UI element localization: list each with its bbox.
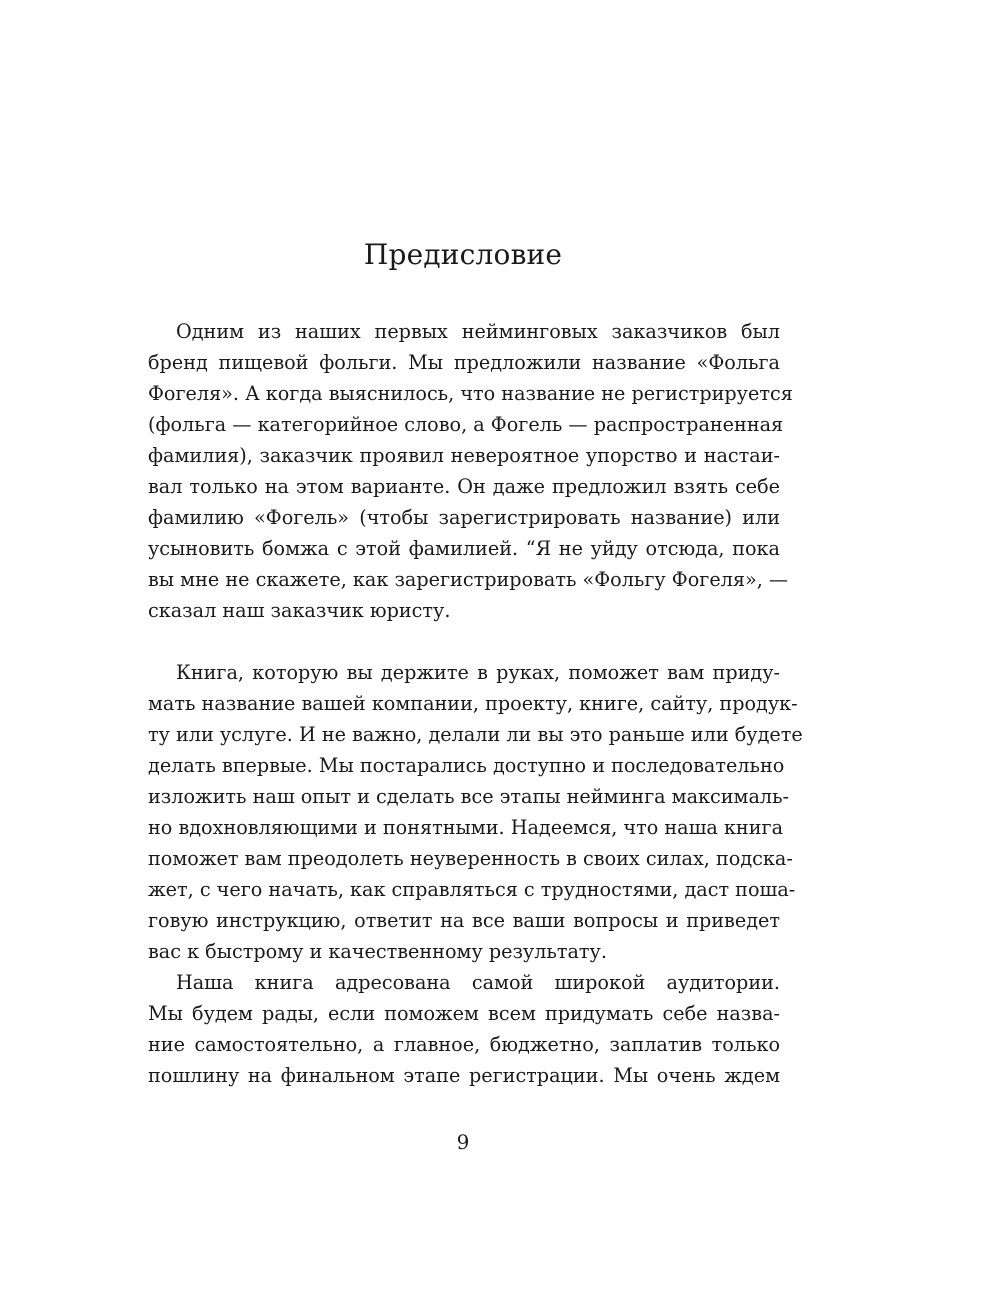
- text-line: (фольга — категорийное слово, а Фогель — распространенная: [148, 413, 784, 436]
- text-line: вы мне не скажете, как зарегистрировать «Фольгу Фогеля», —: [148, 568, 789, 591]
- text-line: пошлину на финальном этапе регистрации. Мы очень ждем: [148, 1064, 780, 1087]
- paragraph-3: [148, 967, 780, 1091]
- text-line: говую инструкцию, ответит на все ваши вопросы и приведет: [148, 909, 780, 932]
- text-line: Наша книга адресована самой широкой аудитории.: [176, 971, 780, 994]
- text-line: делать впервые. Мы постарались доступно и последовательно: [148, 754, 785, 777]
- text-line: Одним из наших первых нейминговых заказчиков был: [176, 320, 780, 343]
- text-line: вас к быстрому и качественному результату.: [148, 940, 607, 963]
- text-line: мать название вашей компании, проекту, книге, сайту, продук-: [148, 692, 798, 715]
- paragraph-2: [148, 657, 803, 967]
- text-line: фамилия), заказчик проявил невероятное упорство и настаи-: [148, 444, 780, 467]
- text-line: ту или услуге. И не важно, делали ли вы это раньше или будете: [148, 723, 803, 746]
- text-line: изложить наш опыт и сделать все этапы нейминга максималь-: [148, 785, 790, 808]
- text-line: ние самостоятельно, а главное, бюджетно, заплатив только: [148, 1033, 780, 1056]
- chapter-title: Предисловие: [363, 238, 563, 271]
- text-line: поможет вам преодолеть неуверенность в своих силах, подска-: [148, 847, 793, 870]
- text-line: сказал наш заказчик юристу.: [148, 599, 451, 622]
- text-line: Фогеля». А когда выяснилось, что название не регистрируется: [148, 382, 793, 405]
- text-line: жет, с чего начать, как справляться с трудностями, даст поша-: [148, 878, 796, 901]
- text-line: Мы будем рады, если поможем всем придумать себе назва-: [148, 1002, 780, 1025]
- paragraph-1: [148, 316, 793, 626]
- text-line: усыновить бомжа с этой фамилией. “Я не уйду отсюда, пока: [148, 537, 780, 560]
- text-line: но вдохновляющими и понятными. Надеемся, что наша книга: [148, 816, 784, 839]
- text-line: бренд пищевой фольги. Мы предложили название «Фольга: [148, 351, 780, 374]
- text-line: Книга, которую вы держите в руках, поможет вам приду-: [176, 661, 780, 684]
- page-number: 9: [456, 1130, 470, 1154]
- text-line: вал только на этом варианте. Он даже предложил взять себе: [148, 475, 780, 498]
- text-line: фамилию «Фогель» (чтобы зарегистрировать название) или: [148, 506, 780, 529]
